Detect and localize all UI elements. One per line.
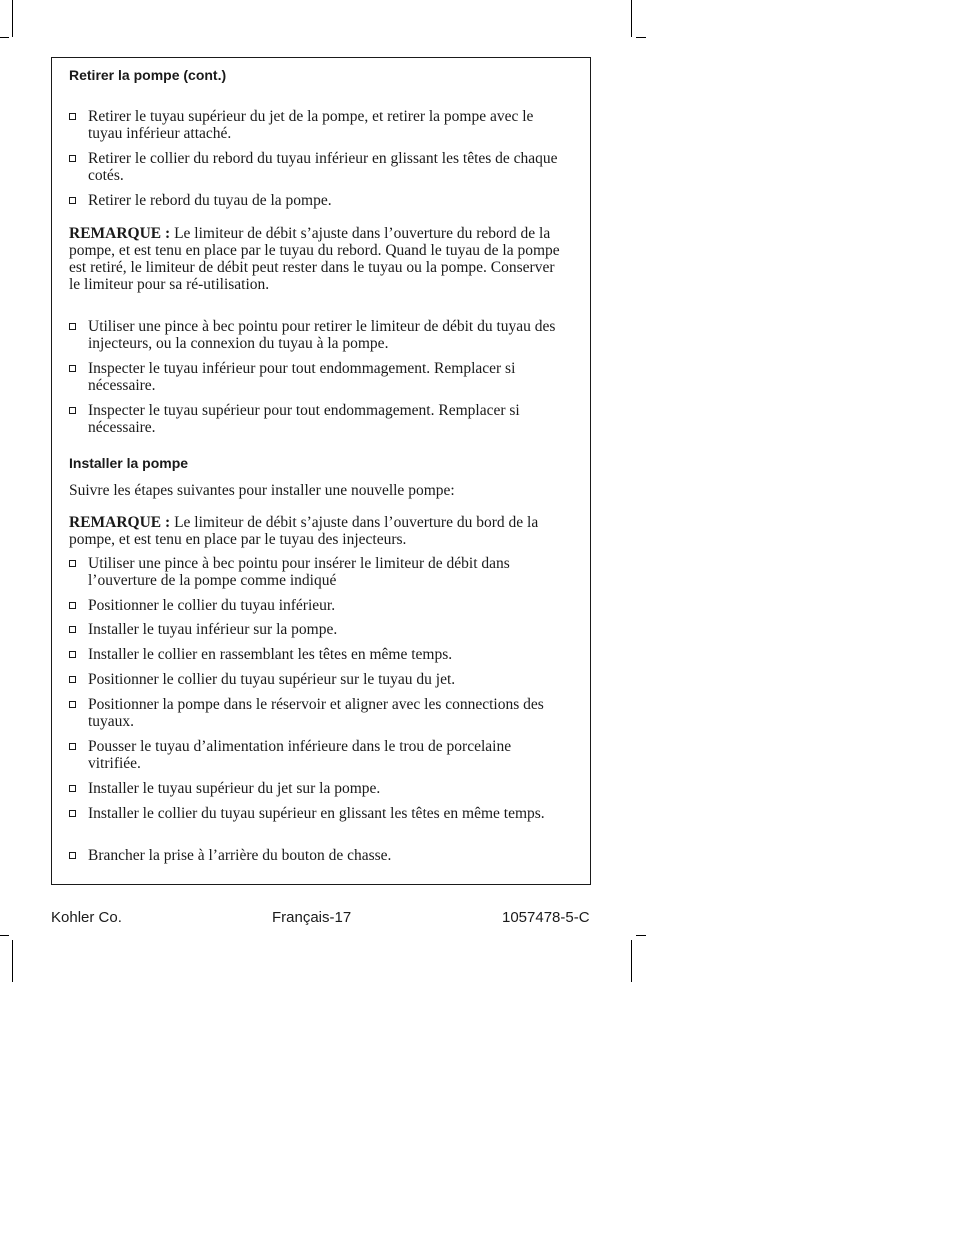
checkbox-icon bbox=[69, 113, 76, 120]
crop-mark bbox=[631, 0, 632, 37]
checkbox-icon bbox=[69, 323, 76, 330]
checkbox-icon bbox=[69, 676, 76, 683]
list-item: Brancher la prise à l’arrière du bouton de chasse. bbox=[69, 847, 564, 864]
section-title-remove-pump: Retirer la pompe (cont.) bbox=[69, 67, 227, 83]
checkbox-icon bbox=[69, 155, 76, 162]
list-item: Positionner la pompe dans le réservoir et aligner avec les connections des tuyaux. bbox=[69, 696, 564, 730]
list-item: Installer le collier du tuyau supérieur en glissant les têtes en même temps. bbox=[69, 805, 564, 822]
note-text: Le limiteur de débit s’ajuste dans l’ouverture du bord de la pompe, et est tenu en place par le tuyau des injecteurs. bbox=[69, 514, 539, 548]
checkbox-icon bbox=[69, 365, 76, 372]
checkbox-icon bbox=[69, 743, 76, 750]
footer-page-number: Français-17 bbox=[272, 909, 352, 926]
intro-paragraph: Suivre les étapes suivantes pour installer une nouvelle pompe: bbox=[69, 482, 455, 499]
note-paragraph bbox=[69, 514, 564, 548]
checkbox-icon bbox=[69, 626, 76, 633]
note-label: REMARQUE : bbox=[69, 225, 171, 242]
note-label: REMARQUE : bbox=[69, 514, 171, 531]
footer-doc-number: 1057478-5-C bbox=[502, 909, 590, 926]
list-item: Utiliser une pince à bec pointu pour retirer le limiteur de débit du tuyau des injecteurs, ou la connexion du tuyau à la pompe. bbox=[69, 318, 564, 352]
list-item: Installer le tuyau inférieur sur la pompe. bbox=[69, 621, 564, 638]
note-paragraph bbox=[69, 225, 564, 293]
crop-mark bbox=[636, 935, 646, 936]
crop-mark bbox=[12, 940, 13, 982]
footer-company: Kohler Co. bbox=[51, 909, 122, 926]
checkbox-icon bbox=[69, 560, 76, 567]
list-item: Inspecter le tuyau inférieur pour tout endommagement. Remplacer si nécessaire. bbox=[69, 360, 564, 394]
note-text: Le limiteur de débit s’ajuste dans l’ouverture du rebord de la pompe, et est tenu en place par le tuyau du rebord. Quand le tuyau de la pompe est retiré, le limiteur de débit peut rester dans le tuyau ou la pompe. Conserver le limiteur pour sa ré-utilisation. bbox=[69, 225, 560, 293]
checkbox-icon bbox=[69, 810, 76, 817]
checkbox-icon bbox=[69, 407, 76, 414]
section-title-install-pump: Installer la pompe bbox=[69, 455, 189, 471]
list-item: Positionner le collier du tuyau supérieur sur le tuyau du jet. bbox=[69, 671, 564, 688]
list-item: Utiliser une pince à bec pointu pour insérer le limiteur de débit dans l’ouverture de la pompe comme indiqué bbox=[69, 555, 564, 589]
list-item: Installer le tuyau supérieur du jet sur la pompe. bbox=[69, 780, 564, 797]
list-item: Inspecter le tuyau supérieur pour tout endommagement. Remplacer si nécessaire. bbox=[69, 402, 564, 436]
list-item: Installer le collier en rassemblant les têtes en même temps. bbox=[69, 646, 564, 663]
list-item: Pousser le tuyau d’alimentation inférieure dans le trou de porcelaine vitrifiée. bbox=[69, 738, 564, 772]
checkbox-icon bbox=[69, 785, 76, 792]
list-item: Retirer le rebord du tuyau de la pompe. bbox=[69, 192, 564, 209]
crop-mark bbox=[0, 935, 9, 936]
checkbox-icon bbox=[69, 602, 76, 609]
checkbox-icon bbox=[69, 852, 76, 859]
crop-mark bbox=[12, 0, 13, 37]
list-item: Retirer le collier du rebord du tuyau inférieur en glissant les têtes de chaque cotés. bbox=[69, 150, 564, 184]
crop-mark bbox=[0, 37, 9, 38]
list-item: Retirer le tuyau supérieur du jet de la pompe, et retirer la pompe avec le tuyau inférieur attaché. bbox=[69, 108, 564, 142]
list-item: Positionner le collier du tuyau inférieur. bbox=[69, 597, 564, 614]
checkbox-icon bbox=[69, 197, 76, 204]
crop-mark bbox=[636, 37, 646, 38]
crop-mark bbox=[631, 940, 632, 982]
checkbox-icon bbox=[69, 651, 76, 658]
checkbox-icon bbox=[69, 701, 76, 708]
